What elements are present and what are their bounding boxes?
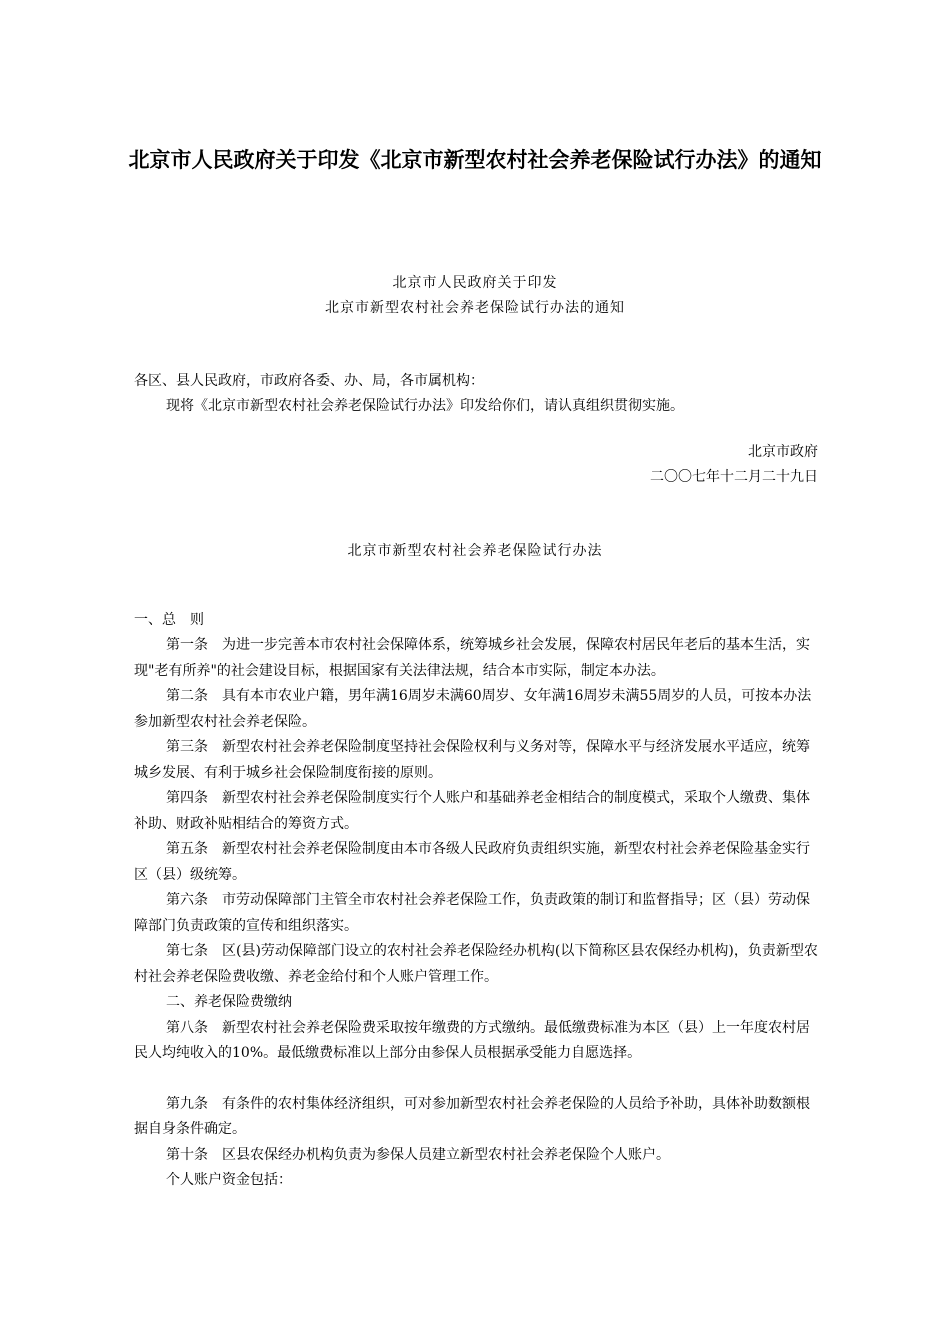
article-2: 第二条 具有本市农业户籍，男年满16周岁未满60周岁、女年满16周岁未满55周岁的人员，可按本办法参加新型农村社会养老保险。 xyxy=(134,688,812,730)
subtitle-line-2: 北京市新型农村社会养老保险试行办法的通知 xyxy=(325,300,625,316)
measures-title: 北京市新型农村社会养老保险试行办法 xyxy=(347,543,603,559)
blank-line xyxy=(134,1067,820,1092)
section-heading-1: 一、总 则 xyxy=(134,612,204,628)
document-title: 北京市人民政府关于印发《北京市新型农村社会养老保险试行办法》的通知 xyxy=(128,148,822,172)
article-1: 第一条 为进一步完善本市农村社会保障体系，统筹城乡社会发展，保障农村居民年老后的基本生活，实现"老有所养"的社会建设目标，根据国家有关法律法规，结合本市实际，制定本办法。 xyxy=(134,637,810,679)
article-list xyxy=(134,633,820,1194)
article-3: 第三条 新型农村社会养老保险制度坚持社会保险权利与义务对等，保障水平与经济发展水平适应，统筹城乡发展、有利于城乡社会保险制度衔接的原则。 xyxy=(134,739,810,781)
article-10: 第十条 区县农保经办机构负责为参保人员建立新型农村社会养老保险个人账户。 xyxy=(166,1146,670,1163)
article-10-continuation: 个人账户资金包括： xyxy=(166,1172,292,1188)
section-heading-2: 二、养老保险费缴纳 xyxy=(166,994,292,1010)
addressee: 各区、县人民政府，市政府各委、办、局，各市属机构： xyxy=(134,373,484,389)
article-4: 第四条 新型农村社会养老保险制度实行个人账户和基础养老金相结合的制度模式，采取个人缴费、集体补助、财政补贴相结合的筹资方式。 xyxy=(134,790,810,832)
issue-date: 二〇〇七年十二月二十九日 xyxy=(650,469,818,485)
signature: 北京市政府 xyxy=(748,444,818,460)
article-5: 第五条 新型农村社会养老保险制度由本市各级人民政府负责组织实施，新型农村社会养老保险基金实行区（县）级统筹。 xyxy=(134,841,810,883)
subtitle-line-1: 北京市人民政府关于印发 xyxy=(392,275,558,291)
article-9: 第九条 有条件的农村集体经济组织，可对参加新型农村社会养老保险的人员给予补助，具体补助数额根据自身条件确定。 xyxy=(134,1095,810,1137)
article-6: 第六条 市劳动保障部门主管全市农村社会养老保险工作，负责政策的制订和监督指导；区（县）劳动保障部门负责政策的宣传和组织落实。 xyxy=(134,892,810,934)
article-8: 第八条 新型农村社会养老保险费采取按年缴费的方式缴纳。最低缴费标准为本区（县）上一年度农村居民人均纯收入的10%。最低缴费标准以上部分由参保人员根据承受能力自愿选择。 xyxy=(134,1019,810,1061)
article-7: 第七条 区(县)劳动保障部门设立的农村社会养老保险经办机构(以下简称区县农保经办机构)，负责新型农村社会养老保险费收缴、养老金给付和个人账户管理工作。 xyxy=(134,943,818,985)
intro-paragraph: 现将《北京市新型农村社会养老保险试行办法》印发给你们，请认真组织贯彻实施。 xyxy=(166,398,684,414)
